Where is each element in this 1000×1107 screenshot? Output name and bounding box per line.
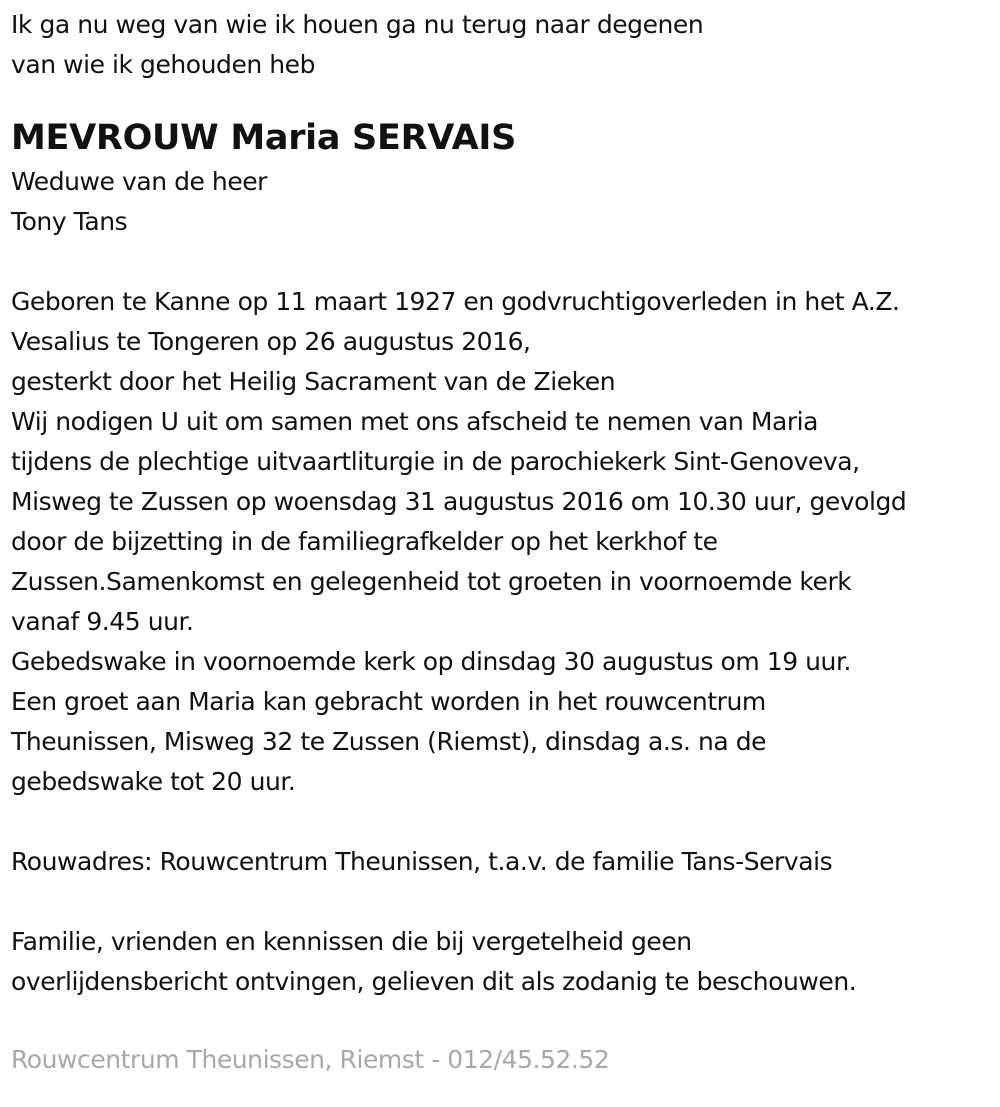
verse-line: van wie ik gehouden heb <box>11 50 316 79</box>
announcement-line: Wij nodigen U uit om samen met ons afscheid te nemen van Maria <box>11 407 819 436</box>
spacer <box>11 802 996 842</box>
spouse-info <box>11 162 996 242</box>
announcement-line: Een groet aan Maria kan gebracht worden in het rouwcentrum <box>11 687 766 716</box>
announcement-line: Gebedswake in voornoemde kerk op dinsdag 30 augustus om 19 uur. <box>11 647 851 676</box>
obituary-notice <box>11 0 996 1080</box>
spouse-line: Weduwe van de heer <box>11 167 268 196</box>
announcement-line: gebedswake tot 20 uur. <box>11 767 296 796</box>
spacer <box>11 242 996 282</box>
spacer <box>11 882 996 922</box>
notice-line: overlijdensbericht ontvingen, gelieven dit als zodanig te beschouwen. <box>11 967 857 996</box>
spouse-line: Tony Tans <box>11 207 128 236</box>
announcement-line: vanaf 9.45 uur. <box>11 607 194 636</box>
announcement-line: Theunissen, Misweg 32 te Zussen (Riemst), dinsdag a.s. na de <box>11 727 767 756</box>
funeral-home-footer: Rouwcentrum Theunissen, Riemst - 012/45.52.52 <box>11 1045 610 1074</box>
announcement-line: door de bijzetting in de familiegrafkelder op het kerkhof te <box>11 527 718 556</box>
notice-line: Familie, vrienden en kennissen die bij vergetelheid geen <box>11 927 692 956</box>
deceased-name: MEVROUW Maria SERVAIS <box>11 118 517 158</box>
announcement-line: tijdens de plechtige uitvaartliturgie in de parochiekerk Sint-Genoveva, <box>11 447 860 476</box>
mourning-address: Rouwadres: Rouwcentrum Theunissen, t.a.v. de familie Tans-Servais <box>11 847 833 876</box>
announcement-text <box>11 282 996 802</box>
verse <box>11 5 996 85</box>
announcement-line: Geboren te Kanne op 11 maart 1927 en godvruchtigoverleden in het A.Z. <box>11 287 900 316</box>
family-notice <box>11 922 996 1002</box>
announcement-line: gesterkt door het Heilig Sacrament van de Zieken <box>11 367 616 396</box>
announcement-line: Zussen.Samenkomst en gelegenheid tot groeten in voornoemde kerk <box>11 567 852 596</box>
verse-line: Ik ga nu weg van wie ik houen ga nu terug naar degenen <box>11 10 704 39</box>
announcement-line: Misweg te Zussen op woensdag 31 augustus 2016 om 10.30 uur, gevolgd <box>11 487 907 516</box>
announcement-line: Vesalius te Tongeren op 26 augustus 2016, <box>11 327 531 356</box>
